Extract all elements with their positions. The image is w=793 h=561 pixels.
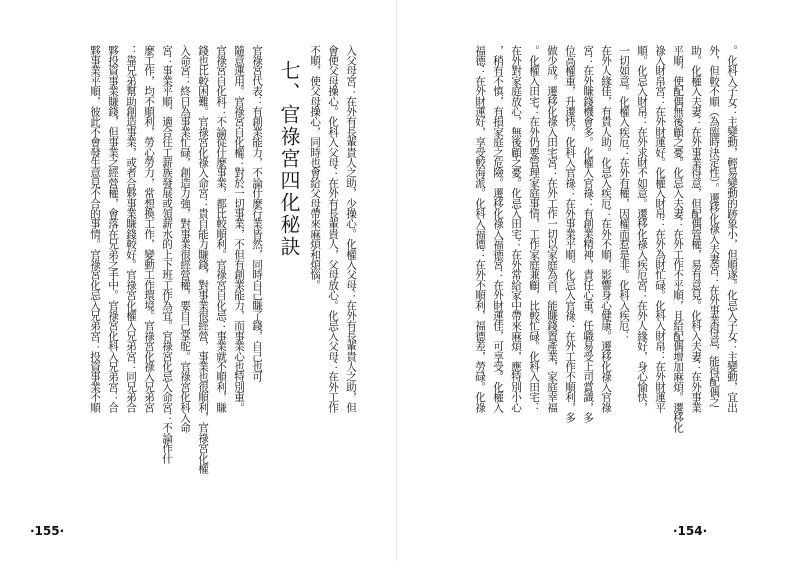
text-column: 位高權重，升遷快。化科入官祿：在外事業平順。化忌入官祿：在外工作不順利，多 [564, 45, 576, 423]
text-column: 官祿宮代表：有創業能力，不論什麼行業皆然，同時自己賺了錢，自己也可 [251, 45, 263, 382]
text-column: 順。化忌入財帛：在外求財不如意。遷移化祿入疾厄宮：在外人緣好，身心愉快， [636, 45, 648, 413]
page-154 [397, 0, 793, 561]
text-column: 入父母宮：在外有長輩貴人之助，少操心。化權入父母：在外有長輩貴人之助，但 [345, 45, 357, 413]
text-column: 在外對家庭放心，無後顧之憂。化忌入田宅：在外常給家中帶來麻煩，應特別小心 [510, 45, 522, 413]
text-column: 隨意運用。官祿宮自化權：對於一切事業，不但有創業能力，而事業心也特別重。 [233, 45, 245, 413]
text-column: 入命宮：終日為事業忙碌，創造力強，對事業很經營權，要自己掌舵。官祿宮化科入命 [179, 45, 191, 433]
text-column: 平順，使配偶無後顧之憂。化忌入夫妻：在外工作不平順，且給配偶增加麻煩。遷移化 [672, 45, 684, 433]
section-heading: 七、官祿宮四化秘訣 [277, 60, 301, 258]
text-column: ，稍有不慎，有損家庭之危險。遷移化祿入福德宮：在外財運佳，可享受。化權入 [492, 45, 504, 413]
text-column: 。化科入子女：主變動，輕易變動的跡象小，但順遂。化忌入子女：主變動，宜出 [726, 45, 738, 413]
text-column: 官祿宮自化科：不論從什麼事業，都比較順利。官祿宮自化忌：事業就不順利，賺 [215, 45, 227, 413]
text-column: 做少成。遷移化祿入田宅宮：在外工作一切以家庭為首，能賺錢置產業，家庭幸福 [546, 45, 558, 413]
text-column: 。化權入田宅：在外仍要管理家庭事情，工作家庭兼顧，比較忙碌。化科入田宅： [528, 45, 540, 413]
page-number: ·154· [673, 524, 708, 538]
text-column: 一切如意。化權入疾厄：在外有權，因權而惹是非。化科入疾厄： [618, 45, 630, 341]
text-column: 宮：事業平順，適合往工薪族發展或領薪水的上下班工作為宜。官祿宮化忌入命宮：不論作什 [161, 45, 173, 464]
page-155 [0, 0, 396, 561]
text-column: 會使父母操心。化科入父母：在外有長輩貴人，父母放心。化忌入父母：在外工作 [327, 45, 339, 413]
text-column: 夥投資事業賺錢，但事業之經營權，會落在兄弟之手中。官祿宮化科入兄弟宮：合 [107, 45, 119, 413]
text-column: 在外人緣佳，有貴人助。化忌入疾厄：在外不順，影響身心健康。遷移化祿入官祿 [600, 45, 612, 413]
text-column: ：靠兄弟幫助創造事業，或者合夥事業賺錢較好。官祿宮化權入兄弟宮：同兄弟合 [125, 45, 137, 413]
text-column: 祿入財帛宮：在外財運好。化權入財帛：在外為財忙碌。化科入財帛：在外財運平 [654, 45, 666, 413]
text-column: 外，但較不順（為臨時決定性）。遷移化祿入夫妻宮：在外事業得意，能得配偶之 [708, 45, 720, 407]
text-column: 宮：在外賺錢機會多。化權入官祿：有創業精神，責任心重，任職易受上司賞識，多 [582, 45, 594, 423]
page-number: ·155· [30, 524, 65, 538]
text-column: 福德：在外財運好，享受較海派。化科入福德：在外不順利，福德差，勞碌。化祿 [474, 45, 486, 413]
text-column: 麼工作，均不順利，勞心勞力，常想換工作，變動工作環境。官祿宮化祿入兄弟宮 [143, 45, 155, 413]
text-column: 夥事業平順，彼此不會發生意見不合的事情。官祿宮化忌入兄弟宮：投資事業不順 [89, 45, 101, 413]
text-column: 助。化權入夫妻：在外事業得意，但配偶管權，易有意見。化科入夫妻：在外事業 [690, 45, 702, 413]
text-column: 錢也比較困難。官祿宮化祿入命宮：貴自能力賺錢，對事業很經營，事業也很順利，官祿宮化權 [197, 45, 209, 474]
text-column: 不順，使父母操心，同時也會給父母帶來麻煩和煩惱。 [309, 45, 321, 290]
